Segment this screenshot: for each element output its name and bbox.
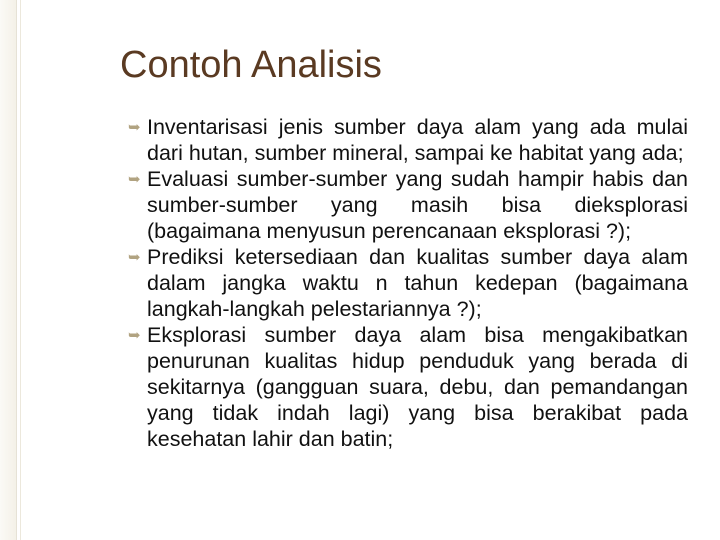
curved-arrow-bullet-icon: ➥: [128, 327, 141, 344]
bullet-text: Prediksi ketersediaan dan kualitas sumber daya alam dalam jangka waktu n tahun kedepan (bagaimana langkah-langkah pelestariannya ?);: [147, 245, 688, 321]
left-decorative-line: [20, 0, 21, 540]
bullet-text: Inventarisasi jenis sumber daya alam yang ada mulai dari hutan, sumber mineral, sampai ke habitat yang ada;: [147, 115, 688, 165]
bullet-item: [128, 244, 688, 322]
curved-arrow-bullet-icon: ➥: [128, 119, 141, 136]
bullet-text: Eksplorasi sumber daya alam bisa mengakibatkan penurunan kualitas hidup penduduk yang berada di sekitarnya (gangguan suara, debu, dan pemandangan yang tidak indah lagi) yang bisa berakibat pada kesehatan lahir dan batin;: [147, 323, 688, 451]
slide-title: Contoh Analisis: [120, 44, 382, 86]
curved-arrow-bullet-icon: ➥: [128, 249, 141, 266]
left-decorative-band: [0, 0, 17, 540]
bullet-item: [128, 322, 688, 452]
bullet-text: Evaluasi sumber-sumber yang sudah hampir habis dan sumber-sumber yang masih bisa dieksplorasi (bagaimana menyusun perencanaan eksplorasi ?);: [147, 167, 688, 243]
curved-arrow-bullet-icon: ➥: [128, 171, 141, 188]
bullet-list: [128, 114, 688, 452]
bullet-item: [128, 166, 688, 244]
bullet-item: [128, 114, 688, 166]
